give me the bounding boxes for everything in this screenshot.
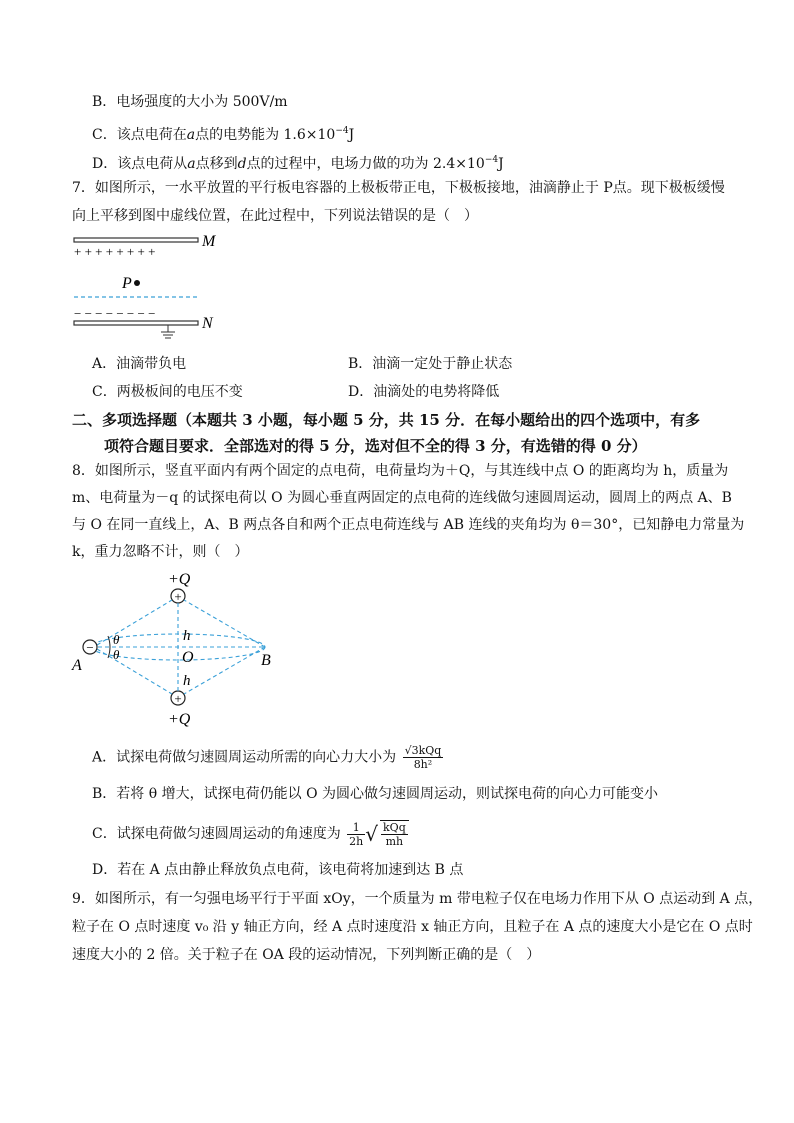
point-p-label: P [122,275,132,292]
section2-heading-line2: 项符合题目要求．全部选对的得 5 分，选对但不全的得 3 分，有选错的得 0 分） [104,437,647,455]
section2-heading-line1: 二、多项选择题（本题共 3 小题，每小题 5 分，共 15 分．在每小题给出的四个选项中，有多 [72,411,701,429]
q7-option-b: B．油滴一定处于静止状态 [348,356,513,372]
q8-stem-line3: 与 O 在同一直线上，A、B 两点各自和两个正点电荷连线与 AB 连线的夹角均为 θ＝30°，已知静电力常量为 [72,517,745,533]
theta-lower-label: θ [113,647,120,662]
q8-stem-line4: k，重力忽略不计，则（ ） [72,544,249,560]
point-b-label: B [261,652,271,669]
top-plate-label: M [202,233,216,250]
q8-option-a-fraction: $\frac{\text{√3kQq}}{\text{8h²}}$ [404,744,442,771]
ground-icon [161,325,175,338]
theta-upper-label: θ [113,632,120,647]
q6-option-b: B．电场强度的大小为 500V/m [92,94,288,110]
bottom-charge-label: +Q [168,711,191,728]
lower-h-label: h [183,673,191,689]
bottom-plate-label: N [202,315,213,332]
point-p-dot [134,280,140,286]
q8-option-b: B．若将 θ 增大，试探电荷仍能以 O 为圆心做匀速圆周运动，则试探电荷的向心力可能变小 [92,786,658,802]
q8-charges-figure [68,566,288,732]
upper-h-label: h [183,628,191,644]
q8-option-c-sqrt: $\frac{\text{kQq}}{mh}$ [380,820,409,848]
q7-option-d: D．油滴处的电势将降低 [348,384,500,400]
q6-option-c: C．该点电荷在a点的电势能为 $1.6\times 10^{-4}J$ [92,126,355,143]
minus-signs: − − − − − − − − [74,306,156,321]
plus-signs: + + + + + + + + [74,244,156,259]
q7-stem-line2: 向上平移到图中虚线位置，在此过程中，下列说法错误的是（ ） [72,208,478,224]
q8-stem-line1: 8．如图所示，竖直平面内有两个固定的点电荷，电荷量均为＋Q，与其连线中点 O 的距离均为 h，质量为 [72,463,729,479]
q7-capacitor-figure [70,232,230,342]
q6-option-d: D．该点电荷从a点移到d点的过程中，电场力做的功为 $2.4\times 10^{-4}J$ [92,155,504,172]
top-charge-sign: + [174,589,182,604]
q8-option-c: C．试探电荷做匀速圆周运动的角速度为 $\frac{1}{2h}$ √ $\frac{\text{kQq}}{mh}$ [92,820,409,850]
q9-stem-line1: 9．如图所示，有一匀强电场平行于平面 xOy，一个质量为 m 带电粒子仅在电场力作用下从 O 点运动到 A 点， [72,891,763,907]
bottom-plate [74,321,198,325]
q8-option-a: A．试探电荷做匀速圆周运动所需的向心力大小为 $\frac{\text{√3kQq}}{\text{8h²}}$ [92,744,442,771]
q8-option-d: D．若在 A 点由静止释放负点电荷，该电荷将加速到达 B 点 [92,862,464,878]
top-plate [74,238,198,242]
q9-stem-line3: 速度大小的 2 倍。关于粒子在 OA 段的运动情况，下列判断正确的是（ ） [72,947,541,963]
q9-stem-line2: 粒子在 O 点时速度 v₀ 沿 y 轴正方向，经 A 点时速度沿 x 轴正方向，且粒子在 A 点的速度大小是它在 O 点时 [72,919,753,935]
q7-option-c: C．两极板间的电压不变 [92,384,243,400]
q7-option-a: A．油滴带负电 [92,356,187,372]
q7-stem-line1: 7．如图所示，一水平放置的平行板电容器的上极板带正电，下极板接地，油滴静止于 P点。现下极板缓慢 [72,180,725,196]
q8-stem-line2: m、电荷量为－q 的试探电荷以 O 为圆心垂直两固定的点电荷的连线做匀速圆周运动，圆周上的两点 A、B [72,490,732,506]
q8-option-c-fraction: $\frac{1}{2h}$ [349,820,364,848]
bottom-charge-sign: + [174,691,182,706]
point-a-label: A [72,657,82,674]
test-charge-sign: − [86,640,94,655]
center-o-label: O [182,649,194,666]
top-charge-label: +Q [168,571,191,588]
